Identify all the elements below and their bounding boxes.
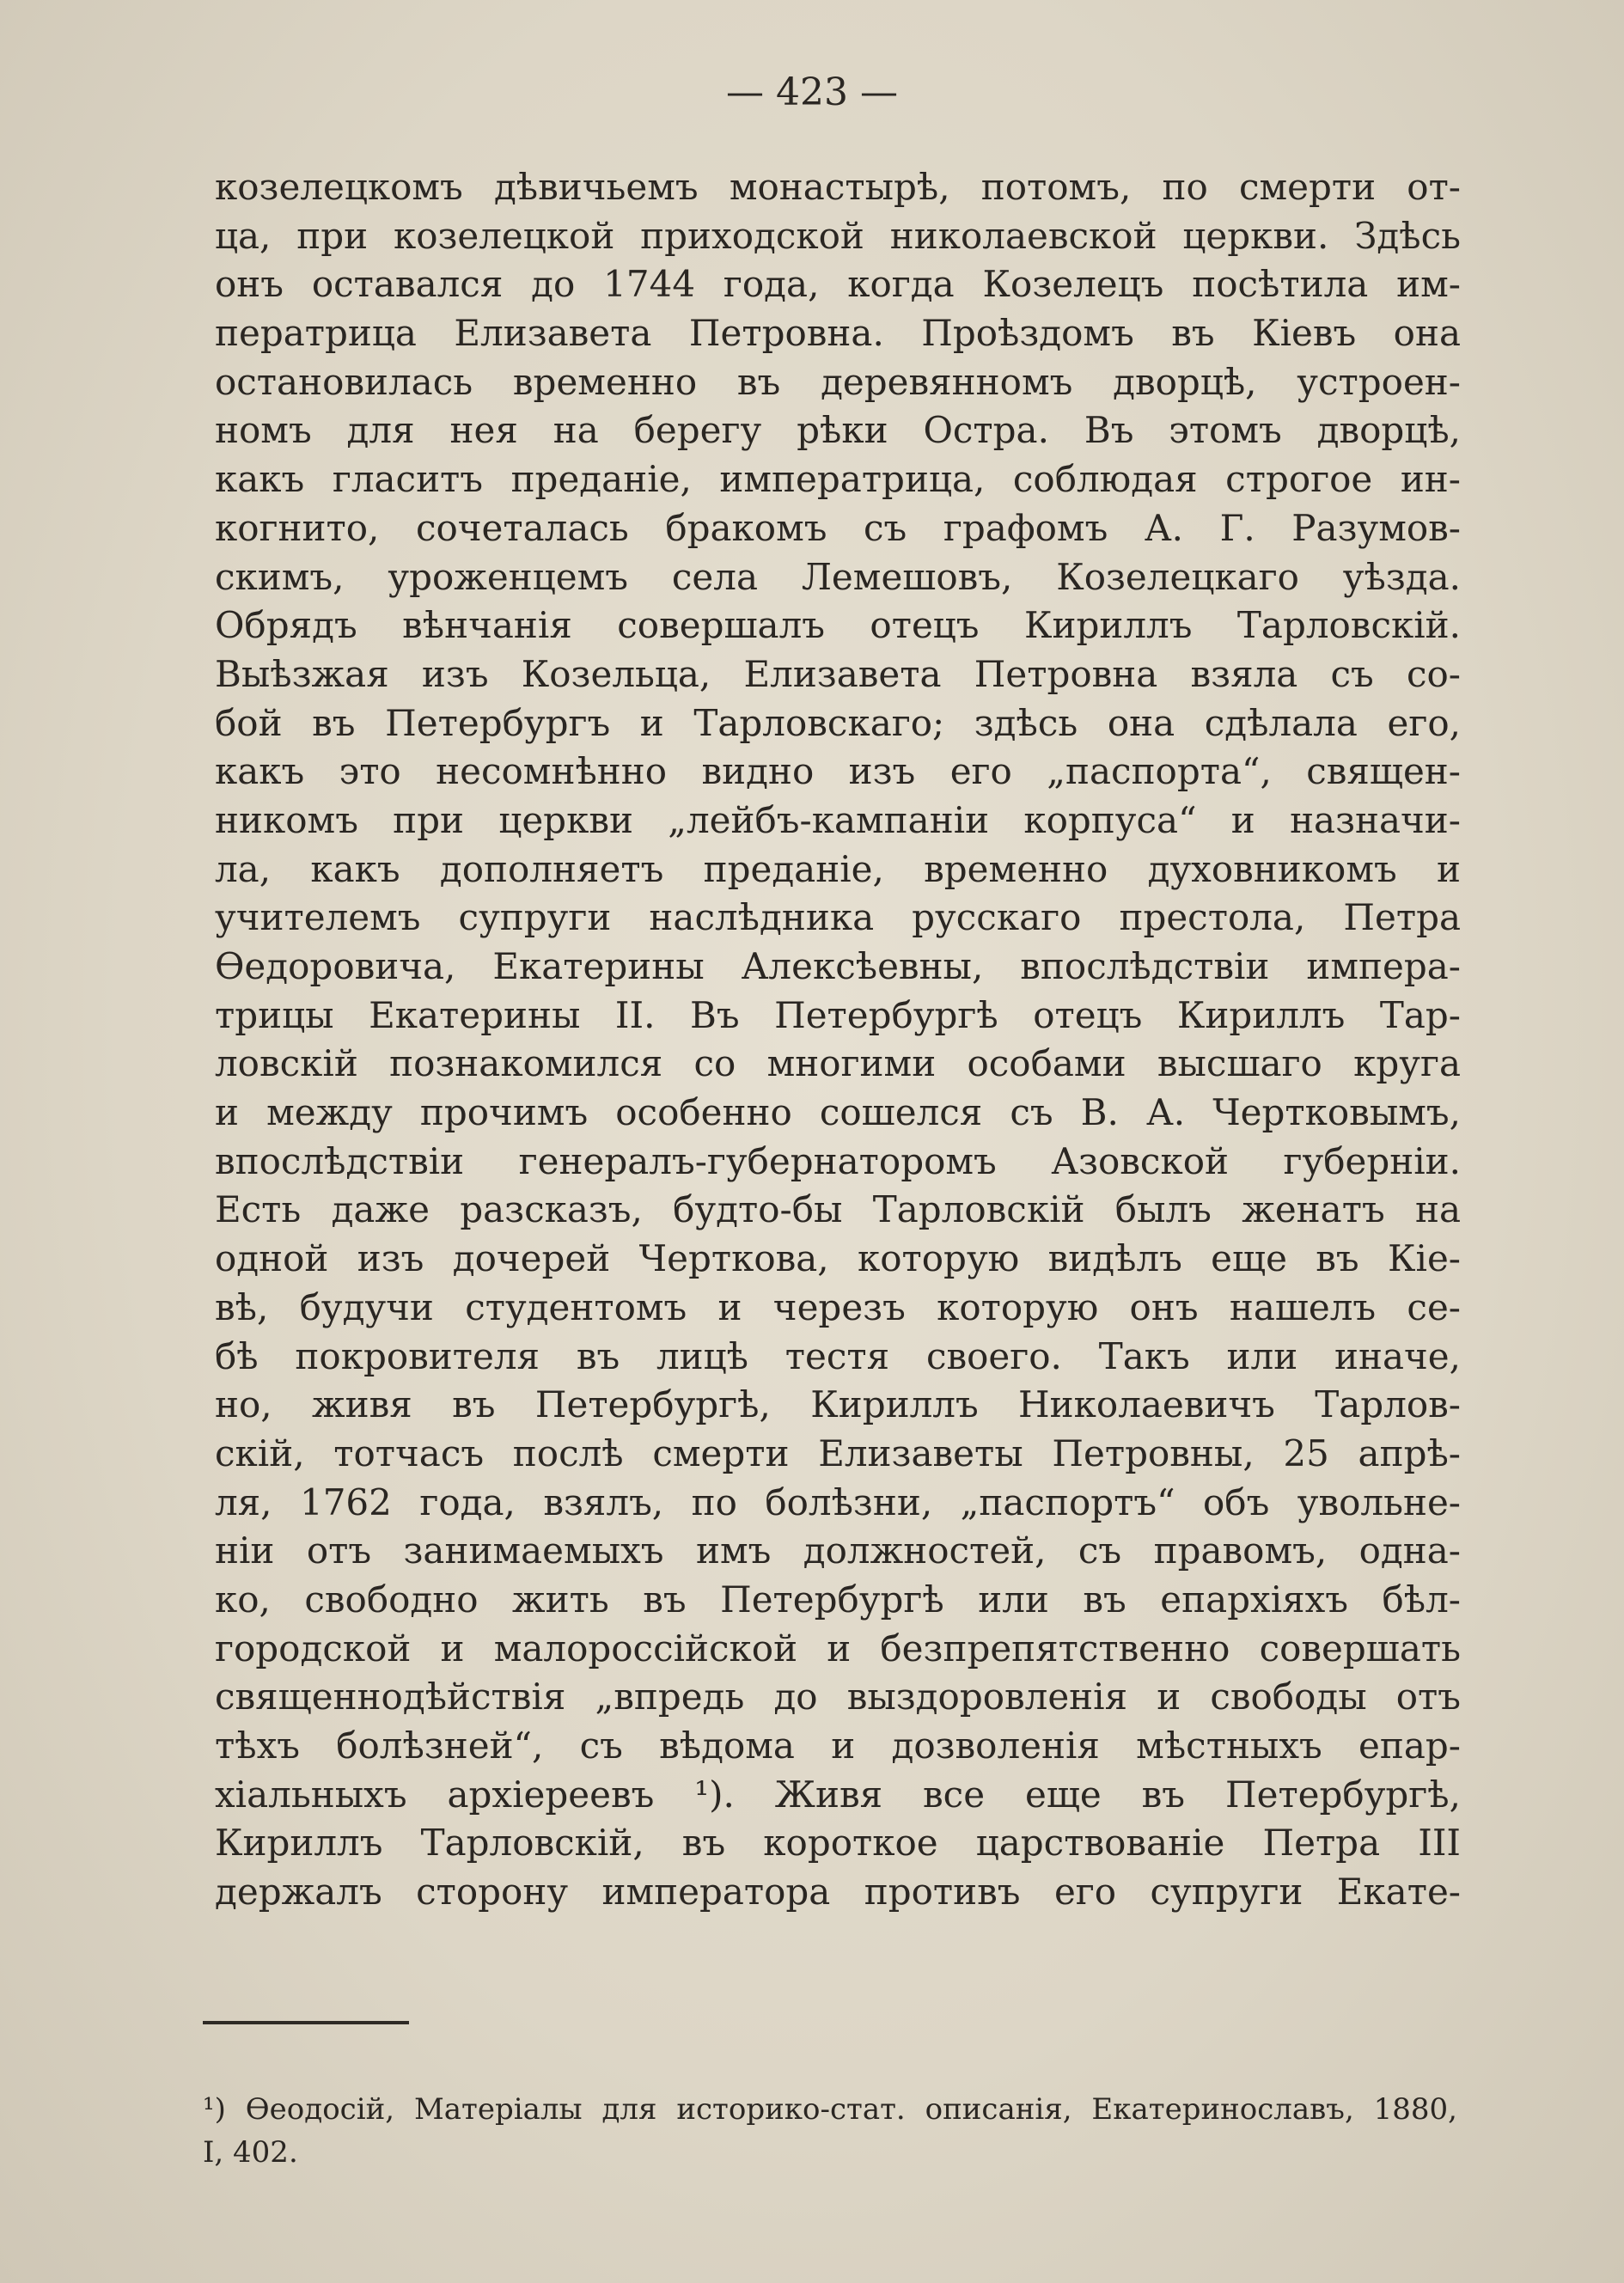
- text-line: скій, тотчасъ послѣ смерти Елизаветы Петровны, 25 апрѣ-: [215, 1431, 1461, 1474]
- text-line: козелецкомъ дѣвичьемъ монастырѣ, потомъ, по смерти от-: [215, 166, 1461, 208]
- text-line: Есть даже разсказъ, будто-бы Тарловскій былъ женатъ на: [215, 1188, 1461, 1231]
- text-line: Ѳедоровича, Екатерины Алексѣевны, впослѣдствіи импера-: [215, 945, 1461, 987]
- text-line: вѣ, будучи студентомъ и черезъ которую онъ нашелъ се-: [215, 1285, 1461, 1328]
- text-line: тѣхъ болѣзней“, съ вѣдома и дозволенія мѣстныхъ епар-: [215, 1724, 1461, 1767]
- text-line: какъ это несомнѣнно видно изъ его „паспорта“, священ-: [215, 750, 1461, 793]
- text-line: городской и малороссійской и безпрепятственно совершать: [215, 1627, 1461, 1670]
- text-line: ца, при козелецкой приходской николаевской церкви. Здѣсь: [215, 214, 1461, 257]
- text-line: когнито, сочеталась бракомъ съ графомъ А. Г. Разумов-: [215, 506, 1461, 549]
- text-line: ла, какъ дополняетъ преданіе, временно духовникомъ и: [215, 847, 1461, 890]
- footnote-divider: [203, 2021, 409, 2024]
- body-text: [215, 163, 1461, 1917]
- text-line: хіальныхъ архіереевъ ¹). Живя все еще въ Петербургѣ,: [215, 1773, 1461, 1816]
- footnote-line: I, 402.: [203, 2135, 298, 2170]
- footnote: [203, 2088, 1457, 2174]
- text-line: ператрица Елизавета Петровна. Проѣздомъ въ Кіевъ она: [215, 312, 1461, 355]
- text-line: остановилась временно въ деревянномъ дворцѣ, устроен-: [215, 360, 1461, 403]
- text-line: ко, свободно жить въ Петербургѣ или въ епархіяхъ бѣл-: [215, 1578, 1461, 1621]
- text-line: впослѣдствіи генералъ-губернаторомъ Азовской губерніи.: [215, 1139, 1461, 1182]
- text-line: ніи отъ занимаемыхъ имъ должностей, съ правомъ, одна-: [215, 1529, 1461, 1572]
- text-line: скимъ, уроженцемъ села Лемешовъ, Козелецкаго уѣзда.: [215, 555, 1461, 598]
- text-line: никомъ при церкви „лейбъ-кампаніи корпуса“ и назначи-: [215, 798, 1461, 841]
- text-line: держалъ сторону императора противъ его супруги Екате-: [215, 1871, 1461, 1914]
- text-line: онъ оставался до 1744 года, когда Козелецъ посѣтила им-: [215, 263, 1461, 306]
- text-line: какъ гласитъ преданіе, императрица, соблюдая строгое ин-: [215, 458, 1461, 501]
- text-line: трицы Екатерины II. Въ Петербургѣ отецъ Кириллъ Тар-: [215, 993, 1461, 1036]
- text-line: бой въ Петербургъ и Тарловскаго; здѣсь она сдѣлала его,: [215, 701, 1461, 744]
- text-line: бѣ покровителя въ лицѣ тестя своего. Такъ или иначе,: [215, 1334, 1461, 1377]
- text-line: ловскій познакомился со многими особами высшаго круга: [215, 1042, 1461, 1085]
- text-line: номъ для нея на берегу рѣки Остра. Въ этомъ дворцѣ,: [215, 409, 1461, 452]
- page-number: — 423 —: [726, 70, 898, 114]
- text-line: учителемъ супруги наслѣдника русскаго престола, Петра: [215, 896, 1461, 939]
- text-line: одной изъ дочерей Черткова, которую видѣлъ еще въ Кіе-: [215, 1237, 1461, 1280]
- text-line: Обрядъ вѣнчанія совершалъ отецъ Кириллъ Тарловскій.: [215, 604, 1461, 647]
- text-line: и между прочимъ особенно сошелся съ В. А. Чертковымъ,: [215, 1091, 1461, 1134]
- text-line: Кириллъ Тарловскій, въ короткое царствованіе Петра III: [215, 1822, 1461, 1865]
- text-line: Выѣзжая изъ Козельца, Елизавета Петровна взяла съ со-: [215, 652, 1461, 695]
- text-line: священнодѣйствія „впредь до выздоровленія и свободы отъ: [215, 1676, 1461, 1718]
- footnote-line: ¹) Ѳеодосій, Матеріалы для историко-стат. описанія, Екатеринославъ, 1880,: [203, 2092, 1457, 2127]
- text-line: но, живя въ Петербургѣ, Кириллъ Николаевичъ Тарлов-: [215, 1383, 1461, 1426]
- text-line: ля, 1762 года, взялъ, по болѣзни, „паспортъ“ объ увольне-: [215, 1480, 1461, 1523]
